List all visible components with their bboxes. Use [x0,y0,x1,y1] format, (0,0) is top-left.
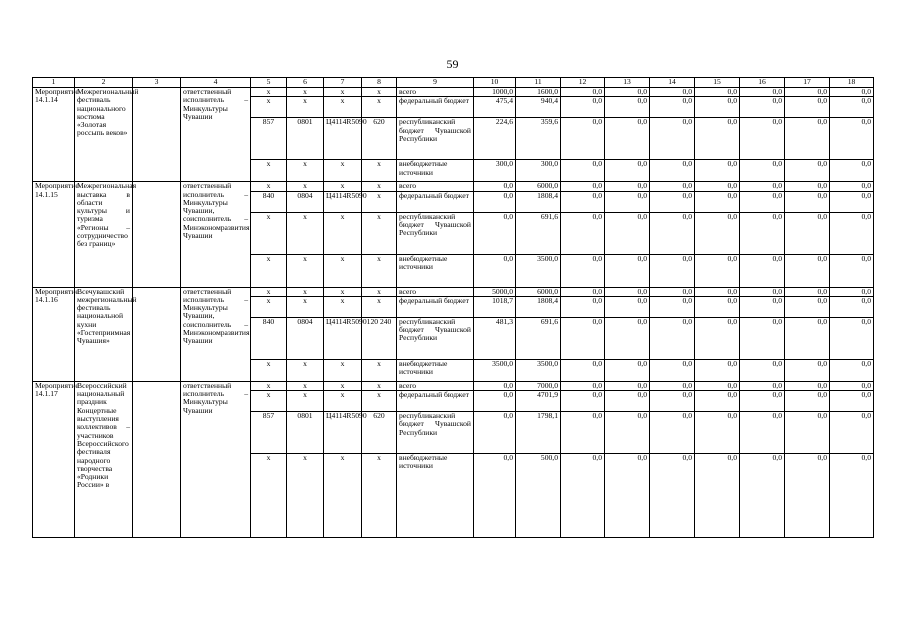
value-zero: 0,0 [605,317,650,359]
event-name: Всечувашский межрегиональный фестиваль национальной кухни «Гостеприимная Чувашия» [75,287,133,381]
value-zero: 0,0 [561,212,605,254]
value-col11: 4701,9 [516,391,561,412]
grbs-code: x [251,296,287,317]
funding-source: всего [397,381,474,390]
value-zero: 0,0 [830,212,874,254]
value-zero: 0,0 [561,381,605,390]
value-zero: 0,0 [785,212,830,254]
value-zero: 0,0 [605,454,650,538]
value-col11: 1808,4 [516,296,561,317]
value-zero: 0,0 [740,254,785,287]
value-zero: 0,0 [785,287,830,296]
target-article-code: Ц4114R5090 [324,317,362,359]
section-code: x [287,182,324,191]
section-code: x [287,381,324,390]
funding-source: республиканский бюджет Чувашской Республики [397,412,474,454]
value-zero: 0,0 [695,287,740,296]
value-zero: 0,0 [561,391,605,412]
value-zero: 0,0 [561,191,605,212]
value-zero: 0,0 [650,317,695,359]
value-zero: 0,0 [561,412,605,454]
value-col11: 6000,0 [516,287,561,296]
section-code: x [287,254,324,287]
value-zero: 0,0 [561,160,605,182]
grbs-code: 857 [251,118,287,160]
value-zero: 0,0 [785,254,830,287]
value-zero: 0,0 [650,296,695,317]
value-zero: 0,0 [830,296,874,317]
value-col10: 481,3 [474,317,516,359]
value-zero: 0,0 [830,317,874,359]
section-code: x [287,160,324,182]
value-zero: 0,0 [740,359,785,381]
target-article-code: x [324,391,362,412]
value-zero: 0,0 [605,254,650,287]
event-executor: ответственный исполнитель – Минкультуры Чувашии, соисполнитель – Минэкономразвития Чувашии [181,287,251,381]
value-zero: 0,0 [830,97,874,118]
value-col10: 0,0 [474,182,516,191]
value-col11: 7000,0 [516,381,561,390]
value-zero: 0,0 [605,359,650,381]
value-zero: 0,0 [785,381,830,390]
value-col11: 1798,1 [516,412,561,454]
value-zero: 0,0 [561,118,605,160]
value-zero: 0,0 [561,454,605,538]
value-zero: 0,0 [650,97,695,118]
column-number: 3 [133,78,181,88]
value-zero: 0,0 [650,454,695,538]
value-zero: 0,0 [650,212,695,254]
value-col10: 0,0 [474,454,516,538]
section-code: 0804 [287,317,324,359]
target-article-code: x [324,212,362,254]
page-number: 59 [446,57,459,71]
value-zero: 0,0 [830,391,874,412]
value-zero: 0,0 [830,191,874,212]
value-zero: 0,0 [695,317,740,359]
value-col11: 3500,0 [516,254,561,287]
target-article-code: x [324,160,362,182]
value-zero: 0,0 [695,182,740,191]
value-col10: 300,0 [474,160,516,182]
budget-table [32,77,874,538]
value-zero: 0,0 [650,381,695,390]
value-zero: 0,0 [605,97,650,118]
grbs-code: x [251,182,287,191]
section-code: x [287,97,324,118]
event-number: Мероприятие 14.1.16 [33,287,75,381]
target-article-code: Ц4114R5090 [324,191,362,212]
value-col10: 0,0 [474,254,516,287]
value-zero: 0,0 [695,212,740,254]
grbs-code: x [251,287,287,296]
event-number: Мероприятие 14.1.15 [33,182,75,287]
expense-type-code: 620 [362,118,397,160]
value-zero: 0,0 [830,254,874,287]
value-zero: 0,0 [695,359,740,381]
section-code: x [287,359,324,381]
column-number: 12 [561,78,605,88]
value-col11: 300,0 [516,160,561,182]
value-zero: 0,0 [785,191,830,212]
table-body [33,88,874,538]
value-zero: 0,0 [740,88,785,97]
value-zero: 0,0 [605,160,650,182]
event-col3 [133,88,181,182]
value-zero: 0,0 [830,412,874,454]
value-col10: 0,0 [474,191,516,212]
event-name: Межрегиональный фестиваль национального костюма «Золотая россыпь веков» [75,88,133,182]
value-col11: 359,6 [516,118,561,160]
target-article-code: Ц4114R5090 [324,412,362,454]
value-zero: 0,0 [740,287,785,296]
target-article-code: Ц4114R5090 [324,118,362,160]
value-zero: 0,0 [605,212,650,254]
value-zero: 0,0 [740,381,785,390]
event-number: Мероприятие 14.1.14 [33,88,75,182]
column-number: 1 [33,78,75,88]
column-number: 18 [830,78,874,88]
target-article-code: x [324,296,362,317]
value-zero: 0,0 [561,359,605,381]
value-zero: 0,0 [830,88,874,97]
target-article-code: x [324,97,362,118]
value-zero: 0,0 [605,88,650,97]
event-executor: ответственный исполнитель – Минкультуры Чувашии [181,381,251,537]
target-article-code: x [324,254,362,287]
expense-type-code: x [362,359,397,381]
expense-type-code: 120 240 [362,317,397,359]
expense-type-code: x [362,97,397,118]
value-zero: 0,0 [561,296,605,317]
value-zero: 0,0 [605,118,650,160]
column-number: 7 [324,78,362,88]
value-zero: 0,0 [695,97,740,118]
value-col11: 1600,0 [516,88,561,97]
value-zero: 0,0 [605,191,650,212]
expense-type-code: x [362,191,397,212]
funding-source: федеральный бюджет [397,391,474,412]
value-zero: 0,0 [650,412,695,454]
value-zero: 0,0 [561,97,605,118]
column-number: 5 [251,78,287,88]
value-zero: 0,0 [695,88,740,97]
expense-type-code: x [362,287,397,296]
value-zero: 0,0 [650,359,695,381]
section-code: x [287,454,324,538]
value-zero: 0,0 [740,412,785,454]
value-zero: 0,0 [695,118,740,160]
value-zero: 0,0 [785,391,830,412]
value-zero: 0,0 [830,359,874,381]
column-number: 16 [740,78,785,88]
section-code: x [287,296,324,317]
grbs-code: x [251,454,287,538]
expense-type-code: x [362,381,397,390]
value-zero: 0,0 [785,296,830,317]
funding-source: республиканский бюджет Чувашской Республики [397,118,474,160]
value-zero: 0,0 [561,182,605,191]
expense-type-code: x [362,391,397,412]
value-col10: 0,0 [474,381,516,390]
value-col11: 3500,0 [516,359,561,381]
event-executor: ответственный исполнитель – Минкультуры Чувашии [181,88,251,182]
funding-source: федеральный бюджет [397,97,474,118]
value-zero: 0,0 [785,454,830,538]
column-number: 6 [287,78,324,88]
funding-source: внебюджетные источники [397,254,474,287]
value-col10: 5000,0 [474,287,516,296]
section-code: 0801 [287,118,324,160]
value-zero: 0,0 [695,296,740,317]
value-zero: 0,0 [830,182,874,191]
value-zero: 0,0 [740,182,785,191]
value-zero: 0,0 [785,182,830,191]
value-zero: 0,0 [650,118,695,160]
value-zero: 0,0 [785,97,830,118]
value-zero: 0,0 [740,97,785,118]
value-zero: 0,0 [561,254,605,287]
value-col10: 1018,7 [474,296,516,317]
value-col10: 224,6 [474,118,516,160]
event-col3 [133,182,181,287]
expense-type-code: x [362,454,397,538]
value-zero: 0,0 [650,88,695,97]
value-zero: 0,0 [695,381,740,390]
section-code: x [287,88,324,97]
target-article-code: x [324,454,362,538]
value-zero: 0,0 [740,391,785,412]
value-zero: 0,0 [650,254,695,287]
grbs-code: 840 [251,191,287,212]
expense-type-code: x [362,160,397,182]
column-number: 2 [75,78,133,88]
column-number-row [33,78,874,88]
grbs-code: 857 [251,412,287,454]
section-code: x [287,212,324,254]
grbs-code: x [251,212,287,254]
grbs-code: 840 [251,317,287,359]
target-article-code: x [324,88,362,97]
section-code: 0804 [287,191,324,212]
section-code: 0801 [287,412,324,454]
column-number: 4 [181,78,251,88]
value-col11: 691,6 [516,212,561,254]
value-zero: 0,0 [695,254,740,287]
value-zero: 0,0 [695,160,740,182]
funding-source: внебюджетные источники [397,359,474,381]
value-col10: 0,0 [474,391,516,412]
value-zero: 0,0 [785,317,830,359]
value-zero: 0,0 [785,88,830,97]
value-col11: 940,4 [516,97,561,118]
grbs-code: x [251,391,287,412]
funding-source: всего [397,287,474,296]
value-zero: 0,0 [830,118,874,160]
funding-source: республиканский бюджет Чувашской Республики [397,212,474,254]
value-zero: 0,0 [830,381,874,390]
expense-type-code: 620 [362,412,397,454]
expense-type-code: x [362,88,397,97]
grbs-code: x [251,359,287,381]
value-col11: 691,6 [516,317,561,359]
column-number: 13 [605,78,650,88]
event-executor: ответственный исполнитель – Минкультуры Чувашии, соисполнитель – Минэкономразвития Чувашии [181,182,251,287]
value-zero: 0,0 [740,454,785,538]
value-zero: 0,0 [785,359,830,381]
grbs-code: x [251,254,287,287]
value-zero: 0,0 [561,317,605,359]
target-article-code: x [324,359,362,381]
value-zero: 0,0 [830,454,874,538]
value-zero: 0,0 [785,160,830,182]
event-col3 [133,287,181,381]
value-zero: 0,0 [785,118,830,160]
funding-source: всего [397,88,474,97]
funding-source: внебюджетные источники [397,160,474,182]
value-zero: 0,0 [650,287,695,296]
grbs-code: x [251,160,287,182]
table-row [33,182,874,191]
value-zero: 0,0 [605,182,650,191]
value-zero: 0,0 [650,182,695,191]
target-article-code: x [324,287,362,296]
column-number: 8 [362,78,397,88]
value-zero: 0,0 [695,391,740,412]
value-zero: 0,0 [740,118,785,160]
value-zero: 0,0 [695,454,740,538]
value-col11: 6000,0 [516,182,561,191]
event-name: Всероссийский национальный праздник Концертные выступления коллективов – участников Всероссийского фестиваля народного творчества «Родники России» в [75,381,133,537]
column-number: 17 [785,78,830,88]
value-col10: 475,4 [474,97,516,118]
event-name: Межрегиональная выставка в области культуры и туризма «Регионы – сотрудничество без границ» [75,182,133,287]
expense-type-code: x [362,182,397,191]
section-code: x [287,287,324,296]
event-number: Мероприятие 14.1.17 [33,381,75,537]
expense-type-code: x [362,212,397,254]
value-zero: 0,0 [830,287,874,296]
funding-source: федеральный бюджет [397,296,474,317]
value-col10: 1000,0 [474,88,516,97]
column-number: 10 [474,78,516,88]
expense-type-code: x [362,296,397,317]
funding-source: внебюджетные источники [397,454,474,538]
value-zero: 0,0 [561,287,605,296]
value-zero: 0,0 [605,391,650,412]
column-number: 11 [516,78,561,88]
value-zero: 0,0 [740,191,785,212]
value-zero: 0,0 [695,412,740,454]
value-col11: 500,0 [516,454,561,538]
value-col10: 0,0 [474,412,516,454]
value-zero: 0,0 [605,287,650,296]
value-zero: 0,0 [605,296,650,317]
target-article-code: x [324,381,362,390]
column-number: 15 [695,78,740,88]
value-zero: 0,0 [740,296,785,317]
value-zero: 0,0 [695,191,740,212]
target-article-code: x [324,182,362,191]
grbs-code: x [251,97,287,118]
funding-source: всего [397,182,474,191]
value-col10: 3500,0 [474,359,516,381]
value-col10: 0,0 [474,212,516,254]
grbs-code: x [251,88,287,97]
grbs-code: x [251,381,287,390]
funding-source: республиканский бюджет Чувашской Республики [397,317,474,359]
value-zero: 0,0 [740,317,785,359]
column-number: 14 [650,78,695,88]
value-zero: 0,0 [740,160,785,182]
value-col11: 1808,4 [516,191,561,212]
value-zero: 0,0 [830,160,874,182]
value-zero: 0,0 [650,191,695,212]
value-zero: 0,0 [650,391,695,412]
value-zero: 0,0 [740,212,785,254]
value-zero: 0,0 [605,412,650,454]
funding-source: федеральный бюджет [397,191,474,212]
event-col3 [133,381,181,537]
value-zero: 0,0 [561,88,605,97]
value-zero: 0,0 [605,381,650,390]
value-zero: 0,0 [785,412,830,454]
section-code: x [287,391,324,412]
table-row [33,287,874,296]
column-number: 9 [397,78,474,88]
value-zero: 0,0 [650,160,695,182]
expense-type-code: x [362,254,397,287]
